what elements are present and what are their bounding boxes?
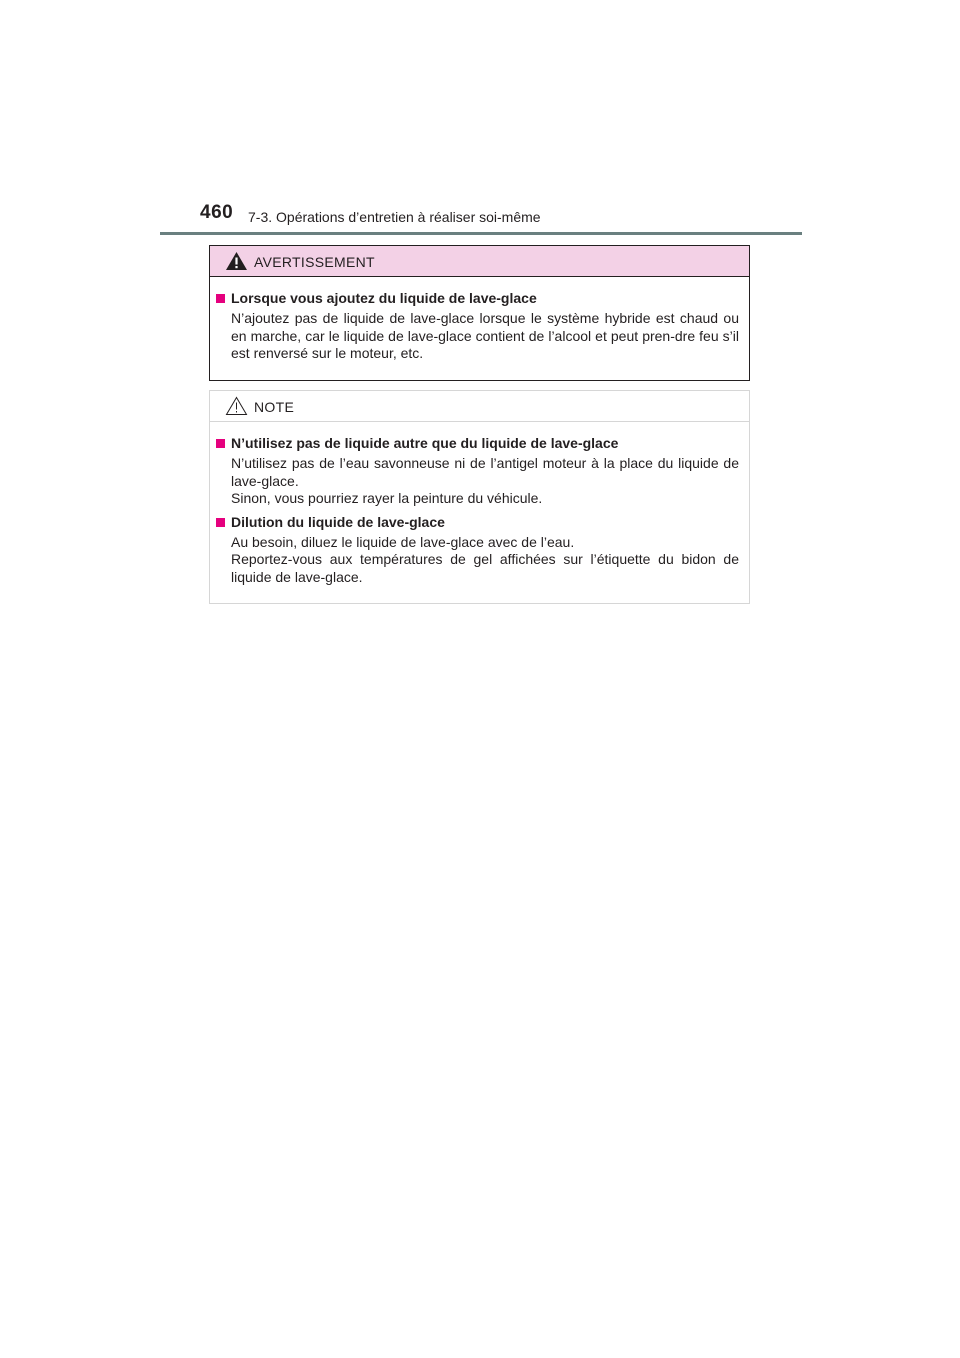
note-item — [216, 514, 739, 587]
square-bullet-icon — [216, 294, 225, 303]
note-item-title: Dilution du liquide de lave-glace — [216, 514, 739, 531]
paragraph: N’utilisez pas de l’eau savonneuse ni de l’antigel moteur à la place du liquide de lave-glace. — [231, 455, 739, 489]
note-header — [210, 391, 749, 422]
header-rule — [160, 232, 802, 235]
section-title: 7-3. Opérations d’entretien à réaliser soi-même — [248, 209, 541, 225]
paragraph: Reportez-vous aux températures de gel affichées sur l’étiquette du bidon de liquide de lave-glace. — [231, 551, 739, 585]
page-header — [0, 0, 960, 240]
paragraph: Au besoin, diluez le liquide de lave-glace avec de l’eau. — [231, 533, 575, 550]
note-box — [209, 390, 750, 604]
paragraph: N’ajoutez pas de liquide de lave-glace lorsque le système hybride est chaud ou en marche, car le liquide de lave-glace contient de l’alcool et peut pren-dre feu s’il est renversé sur le moteur, etc. — [231, 310, 739, 361]
caution-triangle-icon — [225, 396, 248, 416]
warning-item — [216, 290, 739, 363]
square-bullet-icon — [216, 518, 225, 527]
paragraph: Sinon, vous pourriez rayer la peinture du véhicule. — [231, 490, 543, 506]
warning-box — [209, 245, 750, 381]
note-item-text — [231, 455, 739, 508]
note-body — [210, 422, 749, 586]
note-item-title: N’utilisez pas de liquide autre que du liquide de lave-glace — [216, 435, 739, 452]
warning-header — [210, 246, 749, 277]
warning-item-text — [231, 310, 739, 363]
warning-triangle-icon — [225, 251, 248, 271]
note-item-text — [231, 534, 739, 587]
page-number: 460 — [200, 202, 234, 223]
note-label: NOTE — [254, 399, 295, 415]
square-bullet-icon — [216, 439, 225, 448]
warning-body — [210, 277, 749, 363]
note-item — [216, 435, 739, 508]
warning-item-title: Lorsque vous ajoutez du liquide de lave-glace — [216, 290, 739, 307]
warning-label: AVERTISSEMENT — [254, 254, 375, 270]
